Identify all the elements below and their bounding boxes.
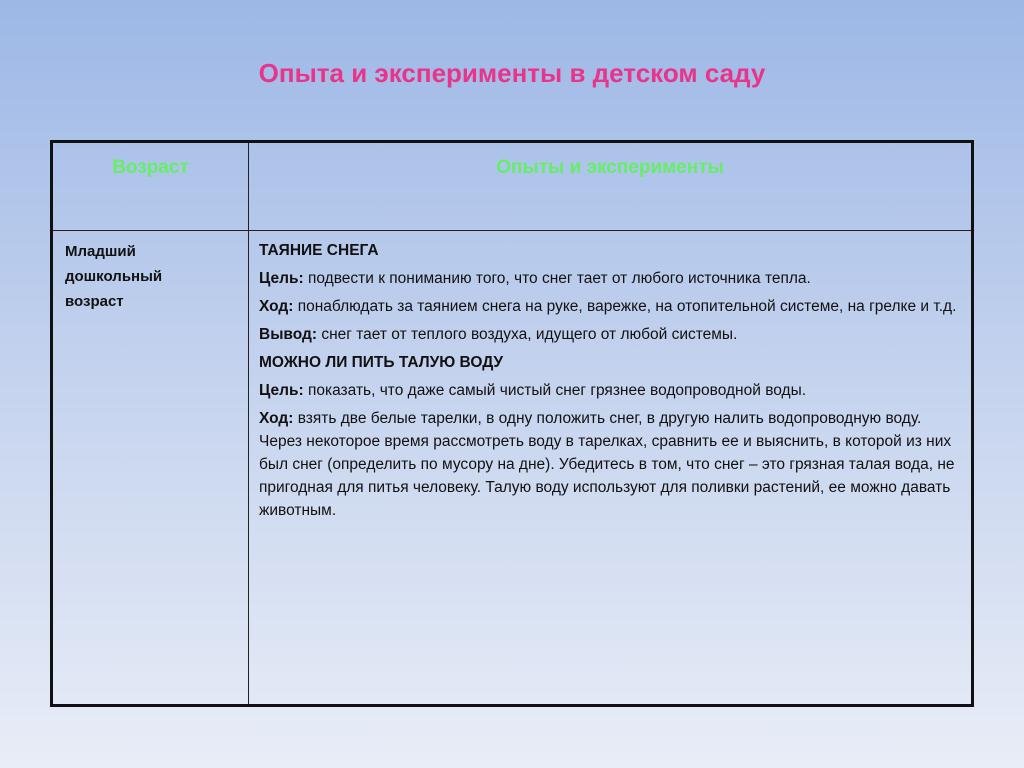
age-cell — [52, 231, 249, 706]
experiment-conclusion — [259, 323, 961, 346]
entry-text: подвести к пониманию того, что снег тает от любого источника тепла. — [303, 270, 811, 287]
entry-label: Цель: — [259, 382, 304, 399]
entry-text: снег тает от теплого воздуха, идущего от любой системы. — [317, 326, 738, 343]
age-line: дошкольный — [65, 268, 163, 285]
entry-text: показать, что даже самый чистый снег грязнее водопроводной воды. — [303, 382, 807, 399]
entry-label: Ход: — [259, 410, 294, 427]
experiment-process — [259, 407, 961, 522]
slide-title: Опыта и эксперименты в детском саду — [258, 58, 766, 88]
table-header-row — [52, 142, 973, 231]
entry-label: Ход: — [259, 298, 294, 315]
experiments-cell — [249, 231, 973, 706]
experiment-heading: ТАЯНИЕ СНЕГА — [259, 242, 379, 259]
header-age: Возраст — [52, 142, 249, 231]
entry-text: взять две белые тарелки, в одну положить снег, в другую налить водопроводную воду. Через некоторое время рассмотреть воду в тарелках, сравнить ее и выяснить, в которой из них был снег (определить по мусору на дне). Убедитесь в том, что снег – это грязная талая вода, не пригодная для питья человеку. Талую воду используют для поливки растений, ее можно давать животным. — [259, 410, 955, 519]
age-line: Младший — [65, 243, 136, 260]
experiment-goal — [259, 379, 961, 402]
table-row — [52, 231, 973, 706]
age-line: возраст — [65, 293, 124, 310]
experiment-goal — [259, 267, 961, 290]
entry-label: Цель: — [259, 270, 304, 287]
entry-label: Вывод: — [259, 326, 318, 343]
experiments-table — [50, 140, 974, 707]
entry-text: понаблюдать за таянием снега на руке, варежке, на отопительной системе, на грелке и т.д. — [293, 298, 957, 315]
experiment-heading: МОЖНО ЛИ ПИТЬ ТАЛУЮ ВОДУ — [259, 354, 504, 371]
experiment-process — [259, 295, 961, 318]
header-experiments: Опыты и эксперименты — [249, 142, 973, 231]
